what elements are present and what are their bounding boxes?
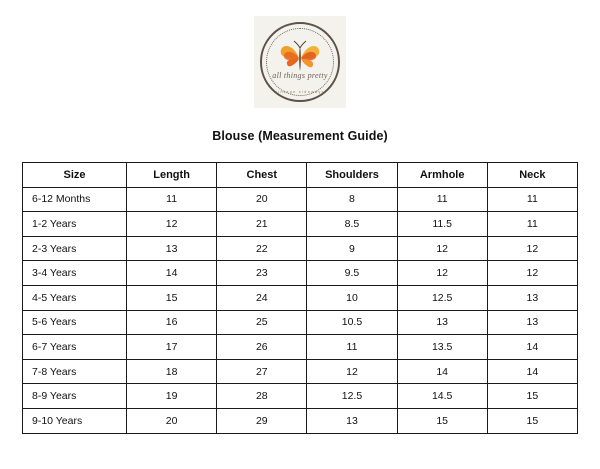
cell-size: 6-12 Months [23,187,127,212]
cell-size: 7-8 Years [23,359,127,384]
cell-size: 8-9 Years [23,384,127,409]
logo-container [0,0,600,108]
cell-length: 17 [127,335,217,360]
table-header-row [23,163,578,188]
cell-chest: 25 [217,310,307,335]
column-header-size: Size [23,163,127,188]
cell-length: 14 [127,261,217,286]
cell-shoulders: 8.5 [307,212,397,237]
column-header-chest: Chest [217,163,307,188]
table-row [23,236,578,261]
cell-armhole: 12 [397,261,487,286]
column-header-length: Length [127,163,217,188]
cell-chest: 28 [217,384,307,409]
cell-shoulders: 11 [307,335,397,360]
cell-chest: 26 [217,335,307,360]
column-header-neck: Neck [487,163,577,188]
cell-chest: 29 [217,408,307,433]
table-body [23,187,578,433]
cell-length: 15 [127,285,217,310]
column-header-shoulders: Shoulders [307,163,397,188]
cell-size: 6-7 Years [23,335,127,360]
measurement-table-container [22,162,578,434]
table-row [23,285,578,310]
cell-chest: 27 [217,359,307,384]
cell-chest: 23 [217,261,307,286]
table-row [23,261,578,286]
table-row [23,408,578,433]
cell-shoulders: 8 [307,187,397,212]
cell-chest: 20 [217,187,307,212]
cell-armhole: 14 [397,359,487,384]
cell-size: 5-6 Years [23,310,127,335]
cell-armhole: 12.5 [397,285,487,310]
logo-box [254,16,346,108]
table-row [23,212,578,237]
logo-tagline: vintage sideways [275,90,325,94]
cell-length: 12 [127,212,217,237]
cell-shoulders: 9.5 [307,261,397,286]
table-row [23,310,578,335]
cell-armhole: 15 [397,408,487,433]
cell-neck: 14 [487,359,577,384]
cell-size: 4-5 Years [23,285,127,310]
cell-length: 11 [127,187,217,212]
cell-length: 18 [127,359,217,384]
cell-shoulders: 13 [307,408,397,433]
column-header-armhole: Armhole [397,163,487,188]
cell-neck: 12 [487,261,577,286]
cell-neck: 13 [487,285,577,310]
cell-shoulders: 10 [307,285,397,310]
cell-length: 20 [127,408,217,433]
cell-shoulders: 9 [307,236,397,261]
cell-length: 16 [127,310,217,335]
cell-neck: 14 [487,335,577,360]
table-row [23,187,578,212]
cell-size: 1-2 Years [23,212,127,237]
cell-armhole: 12 [397,236,487,261]
cell-armhole: 11 [397,187,487,212]
cell-armhole: 11.5 [397,212,487,237]
cell-neck: 15 [487,408,577,433]
logo-circle-frame [260,22,340,102]
cell-neck: 11 [487,212,577,237]
cell-chest: 22 [217,236,307,261]
cell-size: 2-3 Years [23,236,127,261]
cell-shoulders: 12 [307,359,397,384]
logo-brand-name: all things pretty [272,71,328,80]
page-title: Blouse (Measurement Guide) [212,129,388,143]
cell-shoulders: 12.5 [307,384,397,409]
cell-armhole: 14.5 [397,384,487,409]
cell-size: 9-10 Years [23,408,127,433]
cell-length: 13 [127,236,217,261]
cell-chest: 24 [217,285,307,310]
cell-shoulders: 10.5 [307,310,397,335]
cell-neck: 15 [487,384,577,409]
cell-neck: 11 [487,187,577,212]
cell-length: 19 [127,384,217,409]
cell-neck: 12 [487,236,577,261]
measurement-table [22,162,578,434]
table-row [23,359,578,384]
cell-neck: 13 [487,310,577,335]
table-header [23,163,578,188]
cell-chest: 21 [217,212,307,237]
cell-armhole: 13 [397,310,487,335]
table-row [23,335,578,360]
table-row [23,384,578,409]
cell-size: 3-4 Years [23,261,127,286]
cell-armhole: 13.5 [397,335,487,360]
